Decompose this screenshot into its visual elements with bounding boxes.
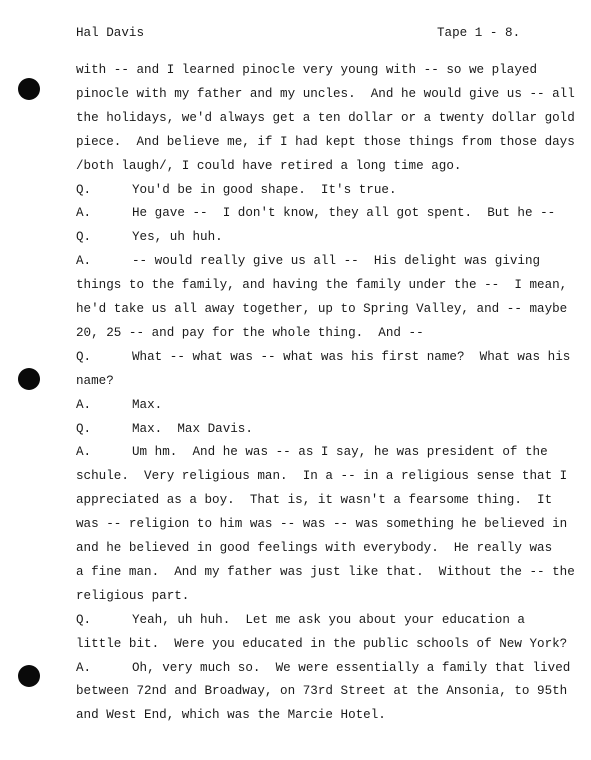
transcript-line xyxy=(76,230,223,244)
line-text: little bit. Were you educated in the public schools of New York? xyxy=(76,637,568,651)
line-text: Max. Max Davis. xyxy=(132,422,253,436)
transcript-line xyxy=(76,254,541,268)
punch-hole-middle xyxy=(18,368,40,390)
transcript-line xyxy=(76,159,461,173)
line-text: Oh, very much so. We were essentially a family that lived xyxy=(132,661,571,675)
transcript-line xyxy=(76,183,397,197)
speaker-label: Q. xyxy=(76,613,92,627)
transcript-line xyxy=(76,278,567,292)
line-text: appreciated as a boy. That is, it wasn't a fearsome thing. It xyxy=(76,493,553,507)
line-text: Yeah, uh huh. Let me ask you about your education a xyxy=(132,613,525,627)
line-text: Max. xyxy=(132,398,163,412)
header-tape: Tape 1 - 8. xyxy=(437,26,521,40)
transcript-line xyxy=(76,398,163,412)
line-text: and West End, which was the Marcie Hotel. xyxy=(76,708,386,722)
line-text: with -- and I learned pinocle very young with -- so we played xyxy=(76,63,538,77)
transcript-line xyxy=(76,565,575,579)
transcript-line xyxy=(76,374,114,388)
line-text: He gave -- I don't know, they all got spent. But he -- xyxy=(132,206,556,220)
line-text: name? xyxy=(76,374,114,388)
transcript-line xyxy=(76,541,552,555)
transcript-line xyxy=(76,111,575,125)
line-text: Um hm. And he was -- as I say, he was president of the xyxy=(132,445,548,459)
transcript-line xyxy=(76,350,571,364)
transcript-line xyxy=(76,206,556,220)
line-text: pinocle with my father and my uncles. And he would give us -- all xyxy=(76,87,575,101)
transcript-line xyxy=(76,469,567,483)
line-text: schule. Very religious man. In a -- in a religious sense that I xyxy=(76,469,568,483)
transcript-line xyxy=(76,302,567,316)
transcript-line xyxy=(76,422,253,436)
line-text: a fine man. And my father was just like that. Without the -- the xyxy=(76,565,575,579)
transcript-line xyxy=(76,493,552,507)
transcript-line xyxy=(76,445,548,459)
punch-hole-bottom xyxy=(18,665,40,687)
line-text: Yes, uh huh. xyxy=(132,230,223,244)
transcript-line xyxy=(76,589,189,603)
line-text: -- would really give us all -- His delight was giving xyxy=(132,254,541,268)
transcript-line xyxy=(76,63,537,77)
speaker-label: Q. xyxy=(76,422,92,436)
transcript-line xyxy=(76,135,575,149)
header-name: Hal Davis xyxy=(76,26,145,40)
line-text: 20, 25 -- and pay for the whole thing. And -- xyxy=(76,326,424,340)
line-text: between 72nd and Broadway, on 73rd Street at the Ansonia, to 95th xyxy=(76,684,568,698)
speaker-label: Q. xyxy=(76,183,92,197)
line-text: What -- what was -- what was his first name? What was his xyxy=(132,350,571,364)
line-text: You'd be in good shape. It's true. xyxy=(132,183,397,197)
transcript-line xyxy=(76,661,571,675)
speaker-label: A. xyxy=(76,445,92,459)
transcript-line xyxy=(76,613,525,627)
speaker-label: A. xyxy=(76,254,92,268)
speaker-label: Q. xyxy=(76,350,92,364)
speaker-label: Q. xyxy=(76,230,92,244)
transcript-line xyxy=(76,326,424,340)
speaker-label: A. xyxy=(76,206,92,220)
speaker-label: A. xyxy=(76,398,92,412)
line-text: religious part. xyxy=(76,589,190,603)
line-text: things to the family, and having the family under the -- I mean, xyxy=(76,278,568,292)
transcript-line xyxy=(76,637,567,651)
transcript-line xyxy=(76,708,386,722)
line-text: the holidays, we'd always get a ten dollar or a twenty dollar gold xyxy=(76,111,575,125)
line-text: was -- religion to him was -- was -- was something he believed in xyxy=(76,517,568,531)
speaker-label: A. xyxy=(76,661,92,675)
transcript-line xyxy=(76,517,567,531)
line-text: he'd take us all away together, up to Spring Valley, and -- maybe xyxy=(76,302,568,316)
line-text: and he believed in good feelings with everybody. He really was xyxy=(76,541,553,555)
transcript-line xyxy=(76,87,575,101)
punch-hole-top xyxy=(18,78,40,100)
line-text: /both laugh/, I could have retired a long time ago. xyxy=(76,159,462,173)
line-text: piece. And believe me, if I had kept those things from those days xyxy=(76,135,575,149)
transcript-line xyxy=(76,684,567,698)
